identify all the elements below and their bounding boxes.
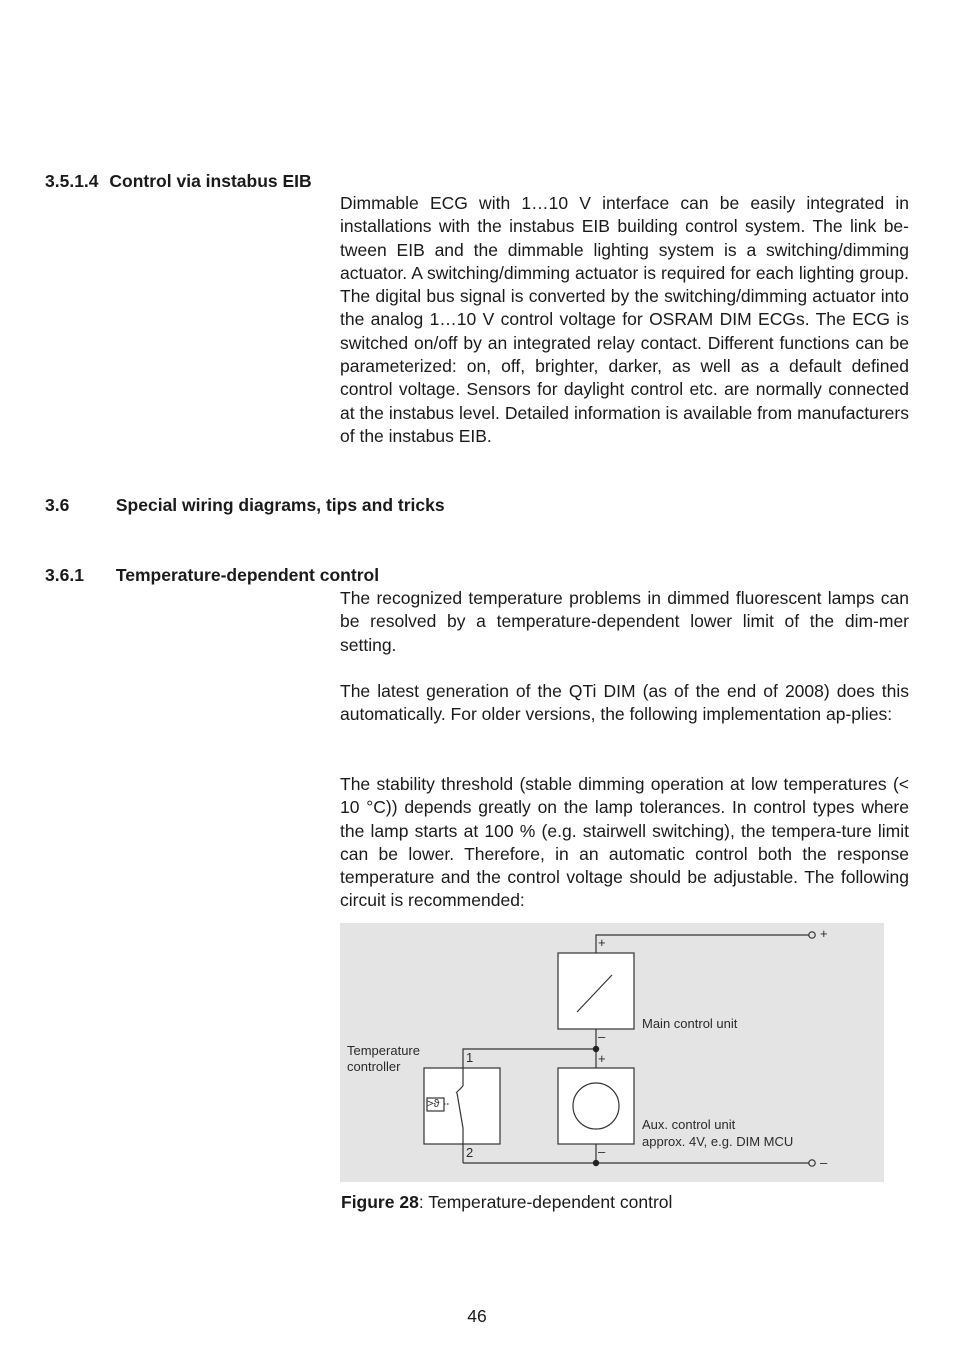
paragraph-eib: Dimmable ECG with 1…10 V interface can be easily integrated in installations with the instabus EIB building control system. The link be-tween EIB and the dimmable lighting system is a switching/dimming actuator. A switching/dimming actuator is required for each lighting group. The digital bus signal is converted by the switching/dimming actuator into the analog 1…10 V control voltage for OSRAM DIM ECGs. The ECG is switched on/off by an integrated relay contact. Different functions can be parameterized: on, off, brighter, darker, as well as a default defined control voltage. Sensors for daylight control etc. are normally connected at the instabus level. Detailed information is available from manufacturers of the instabus EIB. — [340, 193, 909, 446]
terminal-plus-icon — [809, 932, 815, 938]
main-unit-minus-label: – — [598, 1029, 606, 1044]
section-number: 3.5.1.4 — [45, 171, 99, 191]
paragraph-stability-threshold: The stability threshold (stable dimming operation at low temperatures (< 10 °C)) depends greatly on the lamp tolerances. In control types where the lamp starts at 100 % (e.g. stairwell switching), the tempera-ture limit can be lower. Therefore, in an automatic control both the response temperature and the control voltage should be adjustable. The following circuit is recommended: — [340, 774, 909, 911]
figure-caption — [341, 1191, 672, 1213]
section-heading-3-6-1 — [45, 564, 379, 586]
figure-caption-text: : Temperature-dependent control — [418, 1192, 673, 1212]
terminal-minus-icon — [809, 1160, 815, 1166]
main-unit-plus-label: + — [598, 935, 606, 950]
controller-pin1-label: 1 — [466, 1050, 474, 1065]
section-heading-3-6 — [45, 494, 445, 516]
paragraph-qti-dim: The latest generation of the QTi DIM (as of the end of 2008) does this automatically. For older versions, the following implementation ap-plies: — [340, 681, 909, 725]
section-title: Temperature-dependent control — [115, 565, 380, 585]
section-number: 3.6 — [45, 495, 70, 515]
section-number: 3.6.1 — [45, 565, 84, 585]
terminal-minus-label: – — [820, 1155, 828, 1170]
section-heading-3-5-1-4 — [45, 170, 312, 192]
main-control-unit-label: Main control unit — [642, 1016, 738, 1031]
paragraph-temperature-problems: The recognized temperature problems in dimmed fluorescent lamps can be resolved by a temperature-dependent lower limit of the dim-mer setting. — [340, 588, 909, 655]
temperature-controller-label-2: controller — [347, 1059, 401, 1074]
main-control-unit-box — [558, 953, 634, 1029]
aux-unit-minus-label: – — [598, 1144, 606, 1159]
junction-dot-bottom — [593, 1160, 599, 1166]
threshold-label: >ϑ — [427, 1098, 440, 1110]
wiring-diagram — [340, 923, 884, 1182]
aux-control-unit-label-1: Aux. control unit — [642, 1117, 736, 1132]
page-number: 46 — [467, 1306, 487, 1326]
terminal-plus-label: + — [820, 926, 828, 941]
controller-pin2-label: 2 — [466, 1145, 474, 1160]
aux-control-unit-label-2: approx. 4V, e.g. DIM MCU — [642, 1134, 794, 1149]
temperature-controller-label-1: Temperature — [347, 1043, 420, 1058]
aux-unit-plus-label: + — [598, 1051, 606, 1066]
wire-plus-rail — [596, 935, 809, 953]
section-title: Special wiring diagrams, tips and tricks — [115, 495, 445, 515]
wiring-diagram-svg — [340, 923, 884, 1182]
section-title: Control via instabus EIB — [109, 171, 312, 191]
figure-caption-label: Figure 28 — [341, 1192, 419, 1212]
aux-control-unit-box — [558, 1068, 634, 1144]
